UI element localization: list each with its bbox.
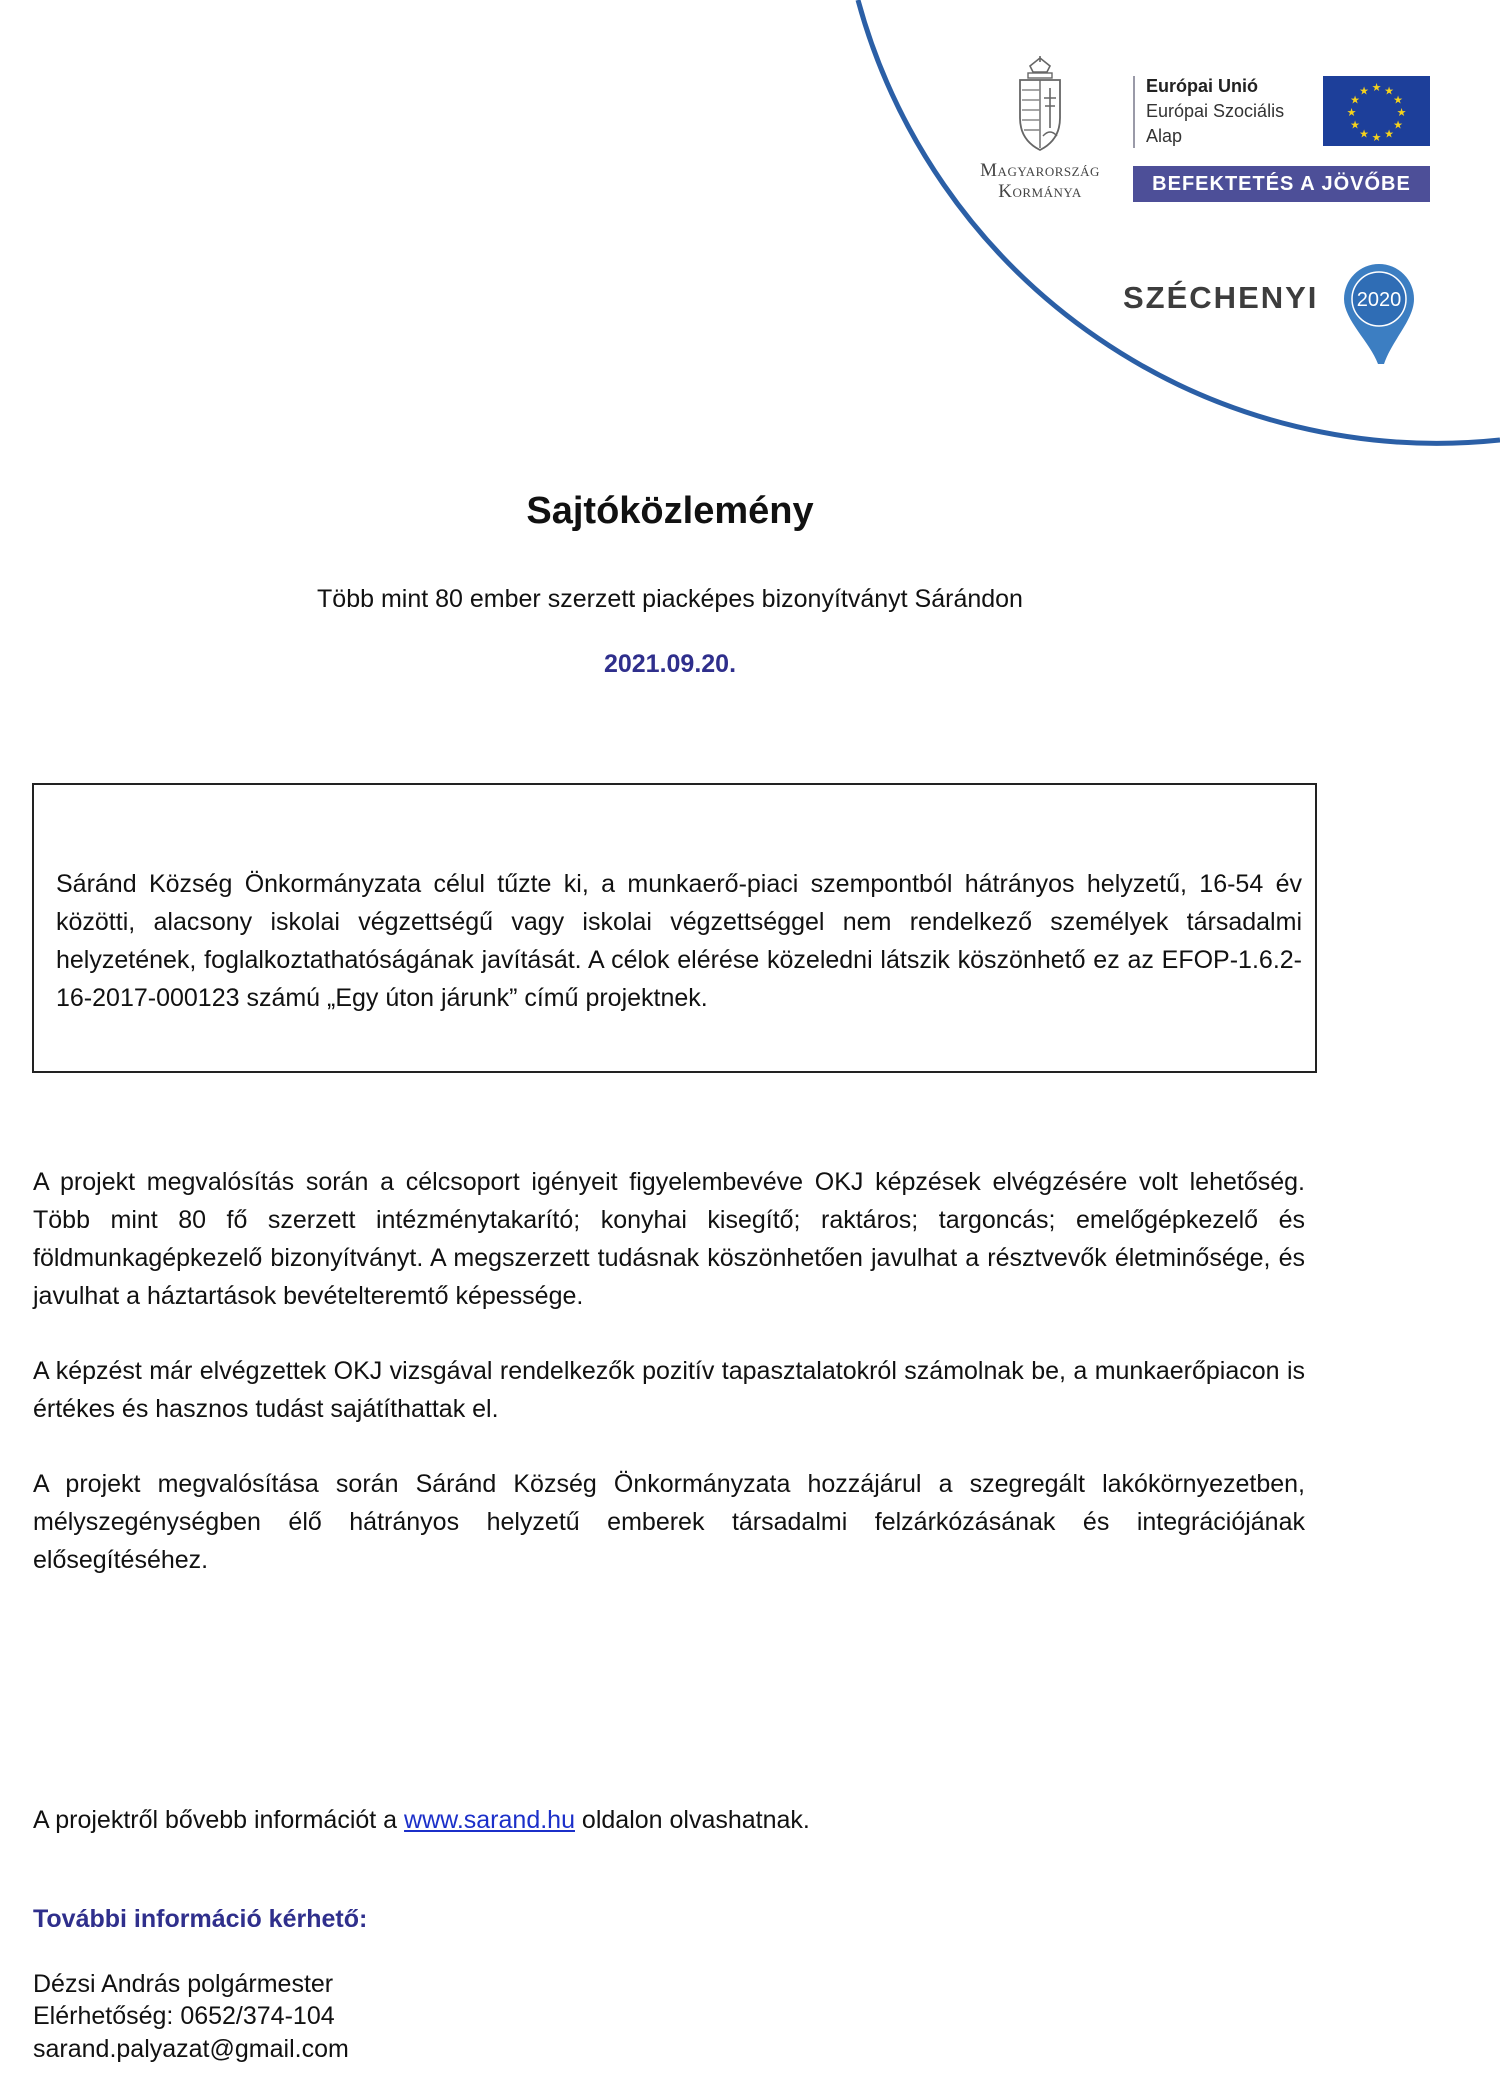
eu-fund-line2: Alap [1146, 126, 1183, 146]
svg-text:★: ★ [1371, 81, 1382, 94]
svg-text:★: ★ [1350, 93, 1360, 107]
svg-text:★: ★ [1384, 127, 1394, 141]
svg-text:★: ★ [1350, 118, 1360, 132]
svg-text:★: ★ [1384, 84, 1394, 98]
page-subtitle: Több mint 80 ember szerzett piacképes bizonyítványt Sárándon [317, 585, 1023, 613]
szechenyi-year: 2020 [1356, 289, 1402, 311]
svg-text:★: ★ [1359, 84, 1369, 98]
eu-title: Európai Unió [1146, 76, 1258, 96]
hungarian-government-logo [960, 56, 1120, 206]
svg-text:★: ★ [1371, 131, 1382, 144]
body-paragraph-3: A projekt megvalósítása során Sáránd Község Önkormányzata hozzájárul a szegregált lakókörnyezetben, mélyszegénységben élő hátrányos helyzetű emberek társadalmi felzárkózásának és integrációjának elősegítéséhez. [33, 1470, 1305, 1574]
svg-text:★: ★ [1396, 106, 1407, 119]
gov-name-line1: Magyarország [980, 160, 1100, 181]
contact-email[interactable]: sarand.palyazat@gmail.com [33, 2035, 349, 2063]
intro-text: Sáránd Község Önkormányzata célul tűzte ki, a munkaerő-piaci szempontból hátrányos helyzetű, 16-54 év közötti, alacsony iskolai végzettségű vagy iskolai végzettséggel nem rendelkező személyek társadalmi helyzetének, foglalkoztathatóságának javítását. A célok elérése közeledni látszik köszönhető ez az EFOP-1.6.2-16-2017-000123 számú „Egy úton járunk” című projektnek. [56, 870, 1302, 1012]
svg-text:★: ★ [1393, 93, 1403, 107]
eu-divider [1133, 76, 1135, 148]
contact-name: Dézsi András polgármester [33, 1970, 334, 1998]
szechenyi-logo-text: SZÉCHENYI [1123, 280, 1319, 315]
svg-text:★: ★ [1346, 106, 1357, 119]
eu-text-block [1146, 74, 1284, 149]
publish-date: 2021.09.20. [603, 650, 737, 678]
info-suffix: oldalon olvashatnak. [574, 1806, 810, 1834]
coat-of-arms-icon [1014, 56, 1066, 154]
szechenyi-2020-pin-icon [1340, 262, 1418, 366]
gov-name-line2: Kormánya [998, 181, 1082, 202]
body-paragraph-1: A projekt megvalósítás során a célcsoport igényeit figyelembevéve OKJ képzések elvégzésére volt lehetőség. Több mint 80 fő szerzett intézménytakarító; konyhai kisegítő; raktáros; targoncás; emelőgépkezelő és földmunkagépkezelő bizonyítványt. A megszerzett tudásnak köszönhetően javulhat a résztvevők életminősége, és javulhat a háztartások bevételteremtő képessége. [33, 1168, 1305, 1310]
body-paragraph-2: A képzést már elvégzettek OKJ vizsgával rendelkezők pozitív tapasztalatokról számolnak be, a munkaerőpiacon is értékes és hasznos tudást sajátíthattak el. [33, 1357, 1305, 1423]
page-title: Sajtóközlemény [526, 490, 814, 532]
header-arc [0, 0, 1500, 460]
info-prefix: A projektről bővebb információt a [33, 1806, 405, 1834]
more-info-heading: További információ kérhető: [33, 1905, 368, 1933]
eu-flag-icon [1323, 76, 1430, 146]
eu-slogan-banner: BEFEKTETÉS A JÖVŐBE [1133, 166, 1430, 202]
intro-box [32, 783, 1317, 1073]
eu-fund-line: Európai Szociális [1146, 101, 1285, 121]
info-line [33, 1806, 810, 1835]
website-link[interactable]: www.sarand.hu [404, 1806, 575, 1834]
svg-text:★: ★ [1359, 127, 1369, 141]
svg-text:★: ★ [1393, 118, 1403, 132]
contact-phone: Elérhetőség: 0652/374-104 [33, 2002, 335, 2030]
